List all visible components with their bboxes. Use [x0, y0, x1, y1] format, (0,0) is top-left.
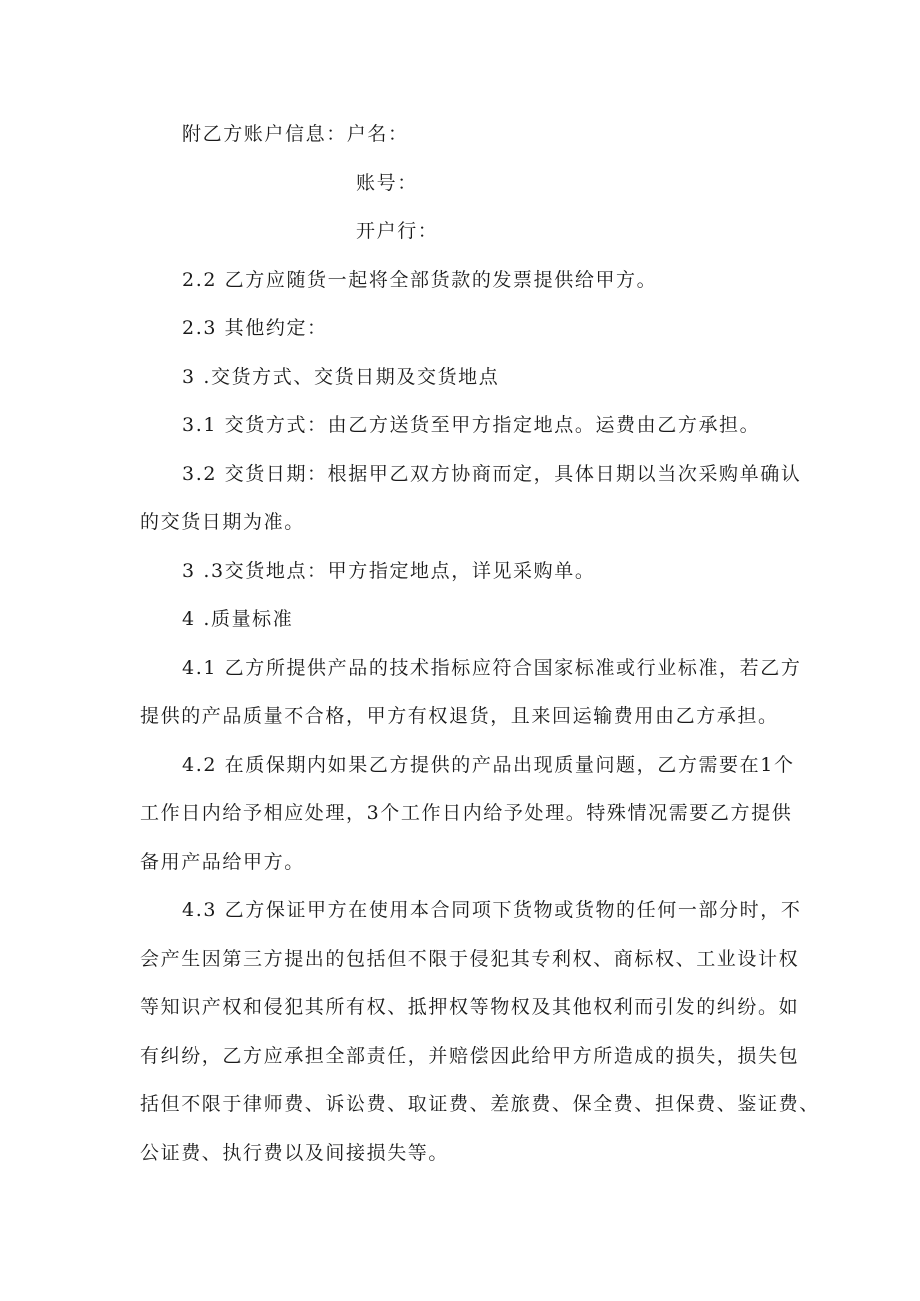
- clause-4-2-line-3: 备用产品给甲方。: [140, 851, 305, 873]
- account-number-label: 账号：: [356, 172, 418, 194]
- clause-4-3-line-2: 会产生因第三方提出的包括但不限于侵犯其专利权、商标权、工业设计权: [140, 948, 800, 970]
- clause-3-3: 3 .3交货地点：甲方指定地点，详见采购单。: [182, 560, 596, 582]
- clause-3-1: 3.1 交货方式：由乙方送货至甲方指定地点。运费由乙方承担。: [182, 414, 761, 436]
- clause-2-2: 2.2 乙方应随货一起将全部货款的发票提供给甲方。: [182, 269, 658, 291]
- clause-4-3-line-4: 有纠纷，乙方应承担全部责任，并赔偿因此给甲方所造成的损失，损失包: [140, 1045, 800, 1067]
- clause-4-1-line-1: 4.1 乙方所提供产品的技术指标应符合国家标准或行业标准，若乙方: [182, 657, 802, 679]
- section-4-title: 4 .质量标准: [182, 608, 294, 630]
- clause-4-2-line-1: 4.2 在质保期内如果乙方提供的产品出现质量问题，乙方需要在1个: [182, 754, 795, 776]
- clause-4-3-line-1: 4.3 乙方保证甲方在使用本合同项下货物或货物的任何一部分时，不: [182, 899, 802, 921]
- clause-4-2-line-2: 工作日内给予相应处理，3个工作日内给予处理。特殊情况需要乙方提供: [140, 802, 793, 824]
- clause-3-2-line-1: 3.2 交货日期：根据甲乙双方协商而定，具体日期以当次采购单确认: [182, 463, 802, 485]
- clause-3-2-line-2: 的交货日期为准。: [140, 511, 305, 533]
- clause-4-3-line-6: 公证费、执行费以及间接损失等。: [140, 1142, 450, 1164]
- clause-2-3: 2.3 其他约定：: [182, 317, 328, 339]
- section-3-title: 3 .交货方式、交货日期及交货地点: [182, 366, 500, 388]
- account-info-label: 附乙方账户信息：户名：: [182, 123, 409, 145]
- clause-4-3-line-3: 等知识产权和侵犯其所有权、抵押权等物权及其他权利而引发的纠纷。如: [140, 996, 800, 1018]
- clause-4-3-line-5: 括但不限于律师费、诉讼费、取证费、差旅费、保全费、担保费、鉴证费、: [140, 1093, 820, 1115]
- bank-label: 开户行：: [356, 220, 439, 242]
- clause-4-1-line-2: 提供的产品质量不合格，甲方有权退货，且来回运输费用由乙方承担。: [140, 705, 779, 727]
